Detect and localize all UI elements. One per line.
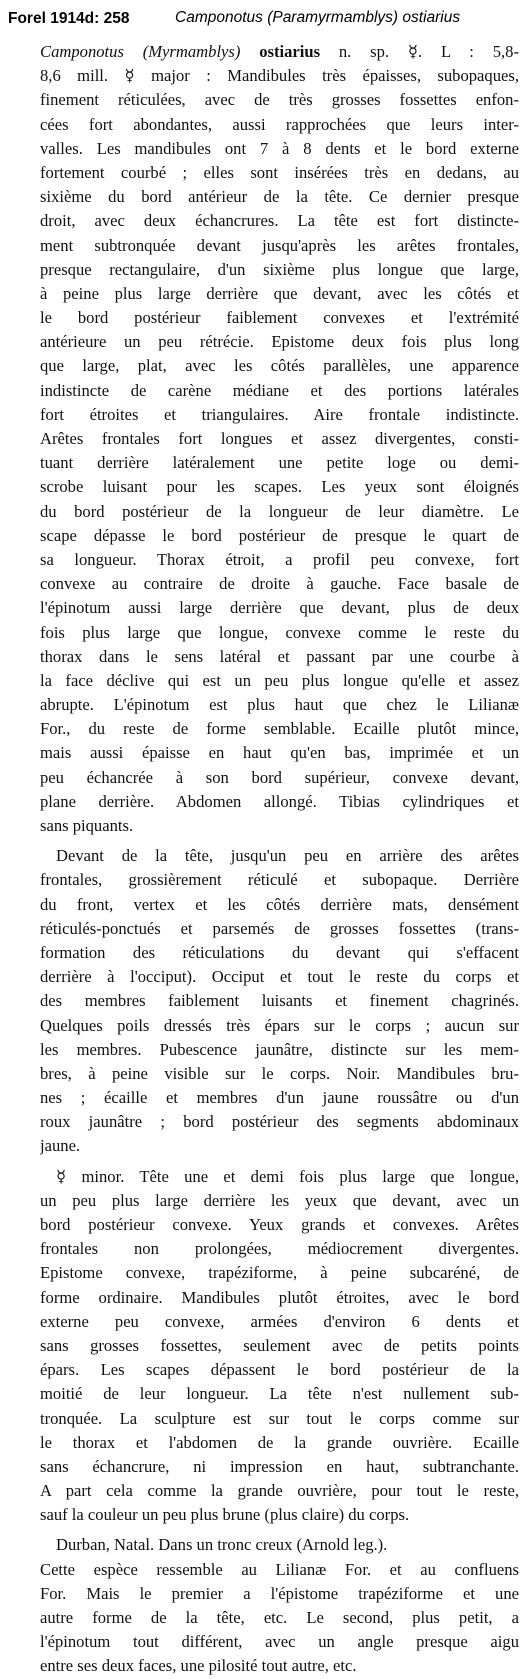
text-line: fois plus large que longue, convexe comme le reste du	[40, 622, 519, 642]
text-line: à peine plus large derrière que devant, avec les côtés et	[40, 283, 519, 303]
text-line: le thorax et l'abdomen de la grande ouvrière. Ecaille	[40, 1432, 519, 1452]
genus-name: Camponotus (Myrmamblys)	[40, 42, 241, 61]
text-line: moitié de leur longueur. La tête n'est nullement sub-	[40, 1384, 519, 1404]
text-line: frontales, grossièrement réticulé et subopaque. Derrière	[40, 870, 519, 890]
text-line: l'épinotum aussi large derrière que devant, plus de deux	[40, 598, 519, 618]
text-line: valles. Les mandibules ont 7 à 8 dents et le bord externe	[40, 138, 519, 158]
taxon-name: Camponotus (Paramyrmamblys) ostiarius	[175, 9, 461, 26]
text-line: le bord postérieur faiblement convexes et l'extrémité	[40, 308, 519, 328]
text-line: ment subtronquée devant jusqu'après les arêtes frontales,	[40, 235, 519, 255]
page-header	[0, 0, 526, 30]
text-line: plane derrière. Abdomen allongé. Tibias cylindriques et	[40, 791, 519, 811]
text-line: tronquée. La sculpture est sur tout le corps comme sur	[40, 1408, 519, 1428]
text-line: sans piquants.	[40, 816, 134, 835]
text-line: mais aussi épaisse en haut qu'en bas, imprimée et un	[40, 743, 519, 763]
text-line: thorax dans le sens latéral et passant par une courbe à	[40, 646, 519, 666]
text-line: frontales non prolongées, médiocrement divergentes.	[40, 1239, 519, 1259]
page-body	[40, 40, 519, 1679]
text-line: formation des réticulations du devant qui s'effacent	[40, 942, 519, 962]
text-line: autre forme de la tête, etc. Le second, plus petit, a	[40, 1608, 519, 1627]
text-line: la face déclive qui est un peu plus longue qu'elle et assez	[40, 670, 519, 690]
text-line: scape dépasse le bord postérieur de presque le quart de	[40, 525, 519, 545]
text-line: finement réticulées, avec de très grosses fossettes enfon-	[40, 90, 519, 110]
text-line: Devant de la tête, jusqu'un peu en arrière des arêtes	[56, 846, 519, 866]
text-line: sans grosses fossettes, seulement avec de petits points	[40, 1335, 519, 1355]
text-line: Camponotus (Myrmamblys) ostiarius n. sp. ☿. L : 5,8-	[40, 42, 519, 61]
text-line: convexe au contraire de droite à gauche. Face basale de	[40, 574, 519, 594]
text-line: peu échancrée à son bord supérieur, convexe devant,	[40, 767, 519, 787]
text-line: For., du reste de forme semblable. Ecaille plutôt mince,	[40, 719, 519, 739]
text-line: des membres faiblement luisants et finement chagrinés.	[40, 991, 519, 1011]
text-line: l'épinotum tout différent, avec un angle presque aigu	[40, 1632, 519, 1652]
text-line: bres, à peine visible sur le corps. Noir. Mandibules bru-	[40, 1063, 519, 1083]
text-line: Quelques poils dressés très épars sur le corps ; aucun sur	[40, 1015, 519, 1035]
text-line: scrobe luisant pour les scapes. Les yeux sont éloignés	[40, 477, 519, 497]
text-line: épars. Les scapes dépassent le bord postérieur de la	[40, 1360, 519, 1380]
text-line: du front, vertex et les côtés derrière mats, densément	[40, 894, 519, 914]
text-line: réticulés-ponctués et parsemés de grosses fossettes (trans-	[40, 918, 519, 938]
text-line: abrupte. L'épinotum est plus haut que chez le Lilianæ	[40, 695, 519, 715]
text-line: droit, avec deux échancrures. La tête est fort distincte-	[40, 211, 519, 231]
paragraph	[40, 40, 519, 838]
text-line: sa longueur. Thorax étroit, a profil peu convexe, fort	[40, 549, 519, 569]
text-line: que large, plat, avec les côtés parallèles, une apparence	[40, 356, 519, 376]
text-line: derrière à l'occiput). Occiput et tout le reste du corps et	[40, 967, 519, 987]
text-line: Epistome convexe, trapéziforme, à peine subcaréné, de	[40, 1263, 519, 1283]
text-line: A part cela comme la grande ouvrière, pour tout le reste,	[40, 1481, 519, 1501]
text-line: tuant derrière latéralement une petite loge ou demi-	[40, 453, 519, 473]
paragraph	[40, 1165, 519, 1528]
text-line: 8,6 mill. ☿ major : Mandibules très épaisses, subopaques,	[40, 66, 519, 86]
text-line: indistincte de carène médiane et des portions latérales	[40, 380, 519, 400]
citation-reference: Forel 1914d: 258	[8, 10, 130, 27]
paragraph	[40, 1533, 519, 1678]
paragraph	[40, 844, 519, 1158]
text-line: jaune.	[40, 1136, 81, 1156]
text-line: un peu plus large derrière les yeux que devant, avec un	[40, 1190, 519, 1210]
text-line: sans échancrure, ni impression en haut, subtranchante.	[40, 1456, 519, 1476]
text-line: bord postérieur convexe. Yeux grands et convexes. Arêtes	[40, 1215, 519, 1234]
text-line: Arêtes frontales fort longues et assez divergentes, consti-	[40, 429, 519, 448]
text-line: externe peu convexe, armées d'environ 6 dents et	[40, 1311, 519, 1331]
text-line: Cette espèce ressemble au Lilianæ For. et au confluens	[40, 1559, 519, 1579]
text-line: sauf la couleur un peu plus brune (plus claire) du corps.	[40, 1505, 410, 1525]
text-line: roux jaunâtre ; bord postérieur des segments abdominaux	[40, 1112, 519, 1132]
text-line: sixième du bord antérieur de la tête. Ce dernier presque	[40, 187, 519, 207]
text-line: du bord postérieur de la longueur de leur diamètre. Le	[40, 501, 519, 521]
text-line: forme ordinaire. Mandibules plutôt étroites, avec le bord	[40, 1287, 519, 1307]
text-line: antérieure un peu rétrécie. Epistome deux fois plus long	[40, 332, 519, 352]
text-line: fort étroites et triangulaires. Aire frontale indistincte.	[40, 404, 519, 424]
text-line: fortement courbé ; elles sont insérées très en dedans, au	[40, 162, 519, 182]
text-line: entre ses deux faces, une pilosité tout autre, etc.	[40, 1656, 357, 1676]
text-line: presque rectangulaire, d'un sixième plus longue que large,	[40, 259, 519, 279]
species-name: ostiarius	[240, 42, 321, 61]
text-line: Durban, Natal. Dans un tronc creux (Arnold leg.).	[56, 1535, 388, 1555]
text-line: nes ; écaille et membres d'un jaune roussâtre ou d'un	[40, 1088, 519, 1108]
text-line: ☿ minor. Tête une et demi fois plus large que longue,	[56, 1166, 519, 1186]
text-line: cées fort abondantes, aussi rapprochées que leurs inter-	[40, 114, 519, 134]
text-line: For. Mais le premier a l'épistome trapéziforme et une	[40, 1583, 519, 1603]
text-line: les membres. Pubescence jaunâtre, distincte sur les mem-	[40, 1039, 519, 1059]
